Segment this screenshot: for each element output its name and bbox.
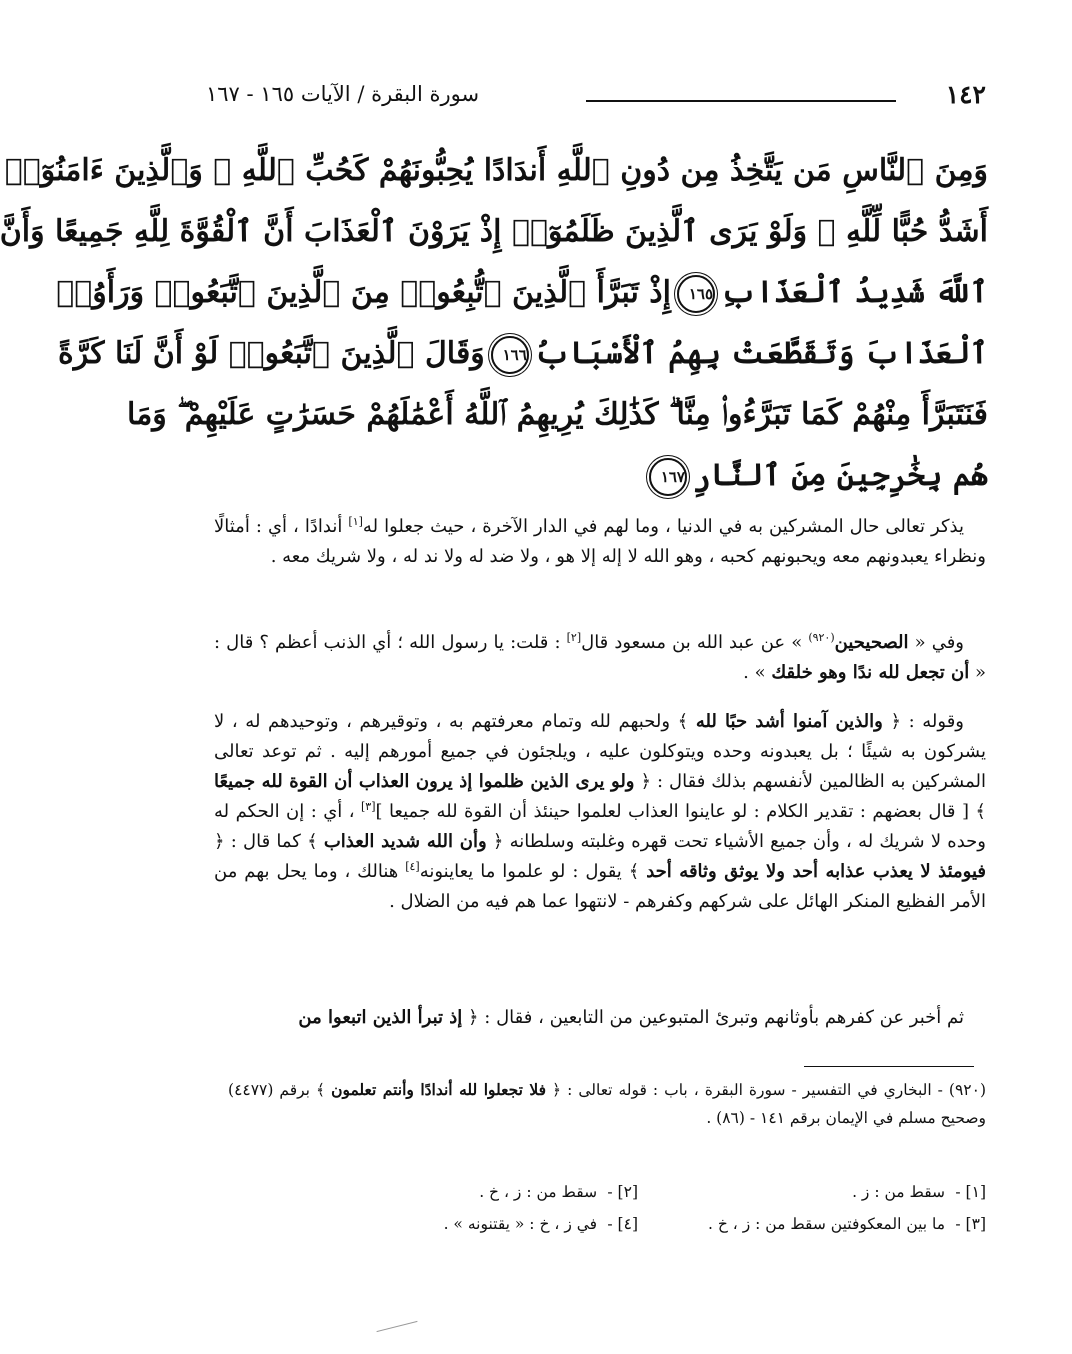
header-rule — [586, 100, 896, 102]
scan-mark — [377, 1321, 418, 1332]
bold-text: ولو يرى الذين ظلموا إذ يرون العذاب أن القوة لله جميعًا — [214, 771, 635, 792]
footnote-number: [١] - — [955, 1183, 986, 1201]
text-run: (٩٢٠) - البخاري في التفسير - سورة البقرة ، باب : قوله تعالى : ﴿ — [546, 1081, 986, 1099]
quran-line — [56, 262, 988, 323]
text-run: ﴾ ولحبهم لله وتمام معرفتهم به ، وتوقيرهم ، وتوحيدهم له ، لا يشركون به شيئًا ؛ بل يعبدونه وحده ويتوكلون عليه ، ويلجئون في جميع أمورهم إليه . ثم توعد تعالى المشركين به الظالمين لأنفسهم بذلك فقال : ﴿ — [214, 711, 986, 792]
footnote-text: سقط من : ز . — [852, 1183, 946, 1201]
commentary-paragraph — [214, 707, 986, 917]
ayah-number-marker: ١٦٧ — [649, 458, 687, 496]
bold-text: الصحيحين — [834, 632, 909, 653]
bold-text: إذ تبرأ الذين اتبعوا من — [298, 1007, 463, 1028]
text-run: وقوله : ﴿ — [882, 711, 965, 732]
commentary-paragraph — [214, 512, 986, 572]
quran-line — [57, 323, 988, 384]
text-run: ﴾ [ قال بعضهم : تقدير الكلام : لو عاينوا العذاب لعلموا حينئذ أن القوة لله جميعا ] — [375, 801, 986, 822]
quran-line — [4, 140, 988, 201]
footnote-ref: [٣] — [360, 800, 376, 813]
footnote — [298, 1208, 638, 1240]
quran-line-text: فَنَتَبَرَّأَ مِنْهُمْ كَمَا تَبَرَّءُوا۟ مِنَّا ۗ كَذَٰلِكَ يُرِيهِمُ ٱللَّهُ أَعْمَٰلَهُمْ حَسَرَٰتٍ عَلَيْهِمْ ۖ وَمَا — [127, 397, 988, 432]
text-run: » عن عبد الله بن مسعود قال — [581, 632, 809, 653]
quran-line-text: إِذْ تَبَرَّأَ ٱلَّذِينَ ٱتُّبِعُوا۟ مِنَ ٱلَّذِينَ ٱتَّبَعُوا۟ وَرَأَوُا۟ — [56, 275, 672, 310]
quran-line-text: ٱللَّهَ شَدِيدُ ٱلْعَذَابِ — [721, 275, 988, 310]
ayah-number-marker: ١٦٥ — [677, 275, 715, 313]
footnote-row — [298, 1208, 986, 1240]
text-run: ثم أخبر عن كفرهم بأوثانهم وتبرئ المتبوعين من التابعين ، فقال : ﴿ — [462, 1007, 964, 1028]
text-run: » . — [743, 662, 772, 683]
hadith-footnote — [228, 1076, 986, 1132]
hadith-ref: (٩٢٠) — [808, 631, 835, 644]
footnote-ref: [٤] — [405, 860, 420, 873]
footnote-number: [٢] - — [607, 1183, 638, 1201]
footnote — [646, 1176, 986, 1208]
footnotes — [298, 1176, 986, 1240]
text-run: ، أي : إن الحكم له وحده لا شريك له ، وأن جميع الأشياء تحت قهره وغلبته وسلطانه ﴿ — [214, 801, 986, 852]
quran-verses — [0, 140, 988, 506]
footnote-text: في ز ، خ : « يقتنونه » . — [443, 1215, 598, 1233]
bold-text: والذين آمنوا أشد حبًا لله — [695, 711, 883, 732]
quran-line-text: أَشَدُّ حُبًّا لِّلَّهِ ۗ وَلَوْ يَرَى ٱلَّذِينَ ظَلَمُوٓا۟ إِذْ يَرَوْنَ ٱلْعَذَابَ أَنَّ ٱلْقُوَّةَ لِلَّهِ جَمِيعًا وَأَنَّ — [0, 214, 988, 249]
footnote-row — [298, 1176, 986, 1208]
bold-text: فلا تجعلوا لله أندادًا وأنتم تعلمون — [331, 1080, 547, 1099]
bold-text: فيومئذ لا يعذب عذابه أحد ولا يوثق وثاقه أحد — [646, 861, 986, 882]
text-run: : قلت: يا رسول الله ؛ أي الذنب أعظم ؟ قال : « — [214, 632, 986, 683]
bold-text: أن تجعل لله ندًا وهو خلقك — [771, 662, 970, 683]
footnote-text: سقط من : ز ، خ . — [479, 1183, 598, 1201]
quran-line — [0, 201, 988, 262]
running-title: سورة البقرة / الآيات ١٦٥ - ١٦٧ — [206, 82, 480, 106]
footnote — [298, 1176, 638, 1208]
page-header — [206, 80, 986, 114]
quran-line — [218, 445, 988, 506]
footnote-number: [٤] - — [607, 1215, 638, 1233]
text-run: ﴾ برقم (٤٤٧٧) وصحيح مسلم في الإيمان برقم ١٤١ - (٨٦) . — [228, 1081, 986, 1127]
quran-line — [127, 384, 988, 445]
text-run: ﴾ يقول : لو علموا ما يعاينونه — [419, 861, 647, 882]
bold-text: وأن الله شديد العذاب — [323, 831, 487, 852]
footnote — [646, 1208, 986, 1240]
text-run: وفي « — [908, 632, 964, 653]
footnote-ref: [١] — [348, 515, 363, 528]
text-run: أندادًا ، أي : أمثالًا ونظراء يعبدونهم معه ويحبونهم كحبه ، وهو الله لا إله إلا هو ، ولا ضد له ولا ند له ، ولا شريك معه . — [214, 516, 986, 567]
quran-line-text: هُم بِخَٰرِجِينَ مِنَ ٱلنَّارِ — [692, 458, 988, 493]
commentary-paragraph — [214, 628, 986, 688]
footnote-number: [٣] - — [955, 1215, 986, 1233]
footnote-separator — [804, 1066, 974, 1067]
quran-line-text: ٱلْعَذَابَ وَتَقَطَّعَتْ بِهِمُ ٱلْأَسْبَابُ — [534, 336, 988, 371]
text-run: هنالك ، وما يحل بهم من الأمر الفظيع المنكر الهائل على شركهم وكفرهم - لانتهوا عما هم فيه من الضلال . — [214, 861, 986, 912]
footnote-ref: [٢] — [566, 631, 582, 644]
quran-line-text: وَقَالَ ٱلَّذِينَ ٱتَّبَعُوا۟ لَوْ أَنَّ لَنَا كَرَّةً — [57, 336, 485, 371]
page-number: ١٤٢ — [945, 80, 986, 109]
commentary-paragraph — [214, 1003, 986, 1033]
text-run: يذكر تعالى حال المشركين به في الدنيا ، وما لهم في الدار الآخرة ، حيث جعلوا له — [362, 516, 964, 537]
quran-line-text: وَمِنَ ٱلنَّاسِ مَن يَتَّخِذُ مِن دُونِ ٱللَّهِ أَندَادًا يُحِبُّونَهُمْ كَحُبِّ ٱللَّهِ ۖ وَٱلَّذِينَ ءَامَنُوٓا۟ — [4, 153, 988, 188]
footnote-text: ما بين المعكوفتين سقط من : ز ، خ . — [708, 1215, 946, 1233]
ayah-number-marker: ١٦٦ — [491, 336, 529, 374]
text-run: ﴾ كما قال : ﴿ — [214, 831, 324, 852]
